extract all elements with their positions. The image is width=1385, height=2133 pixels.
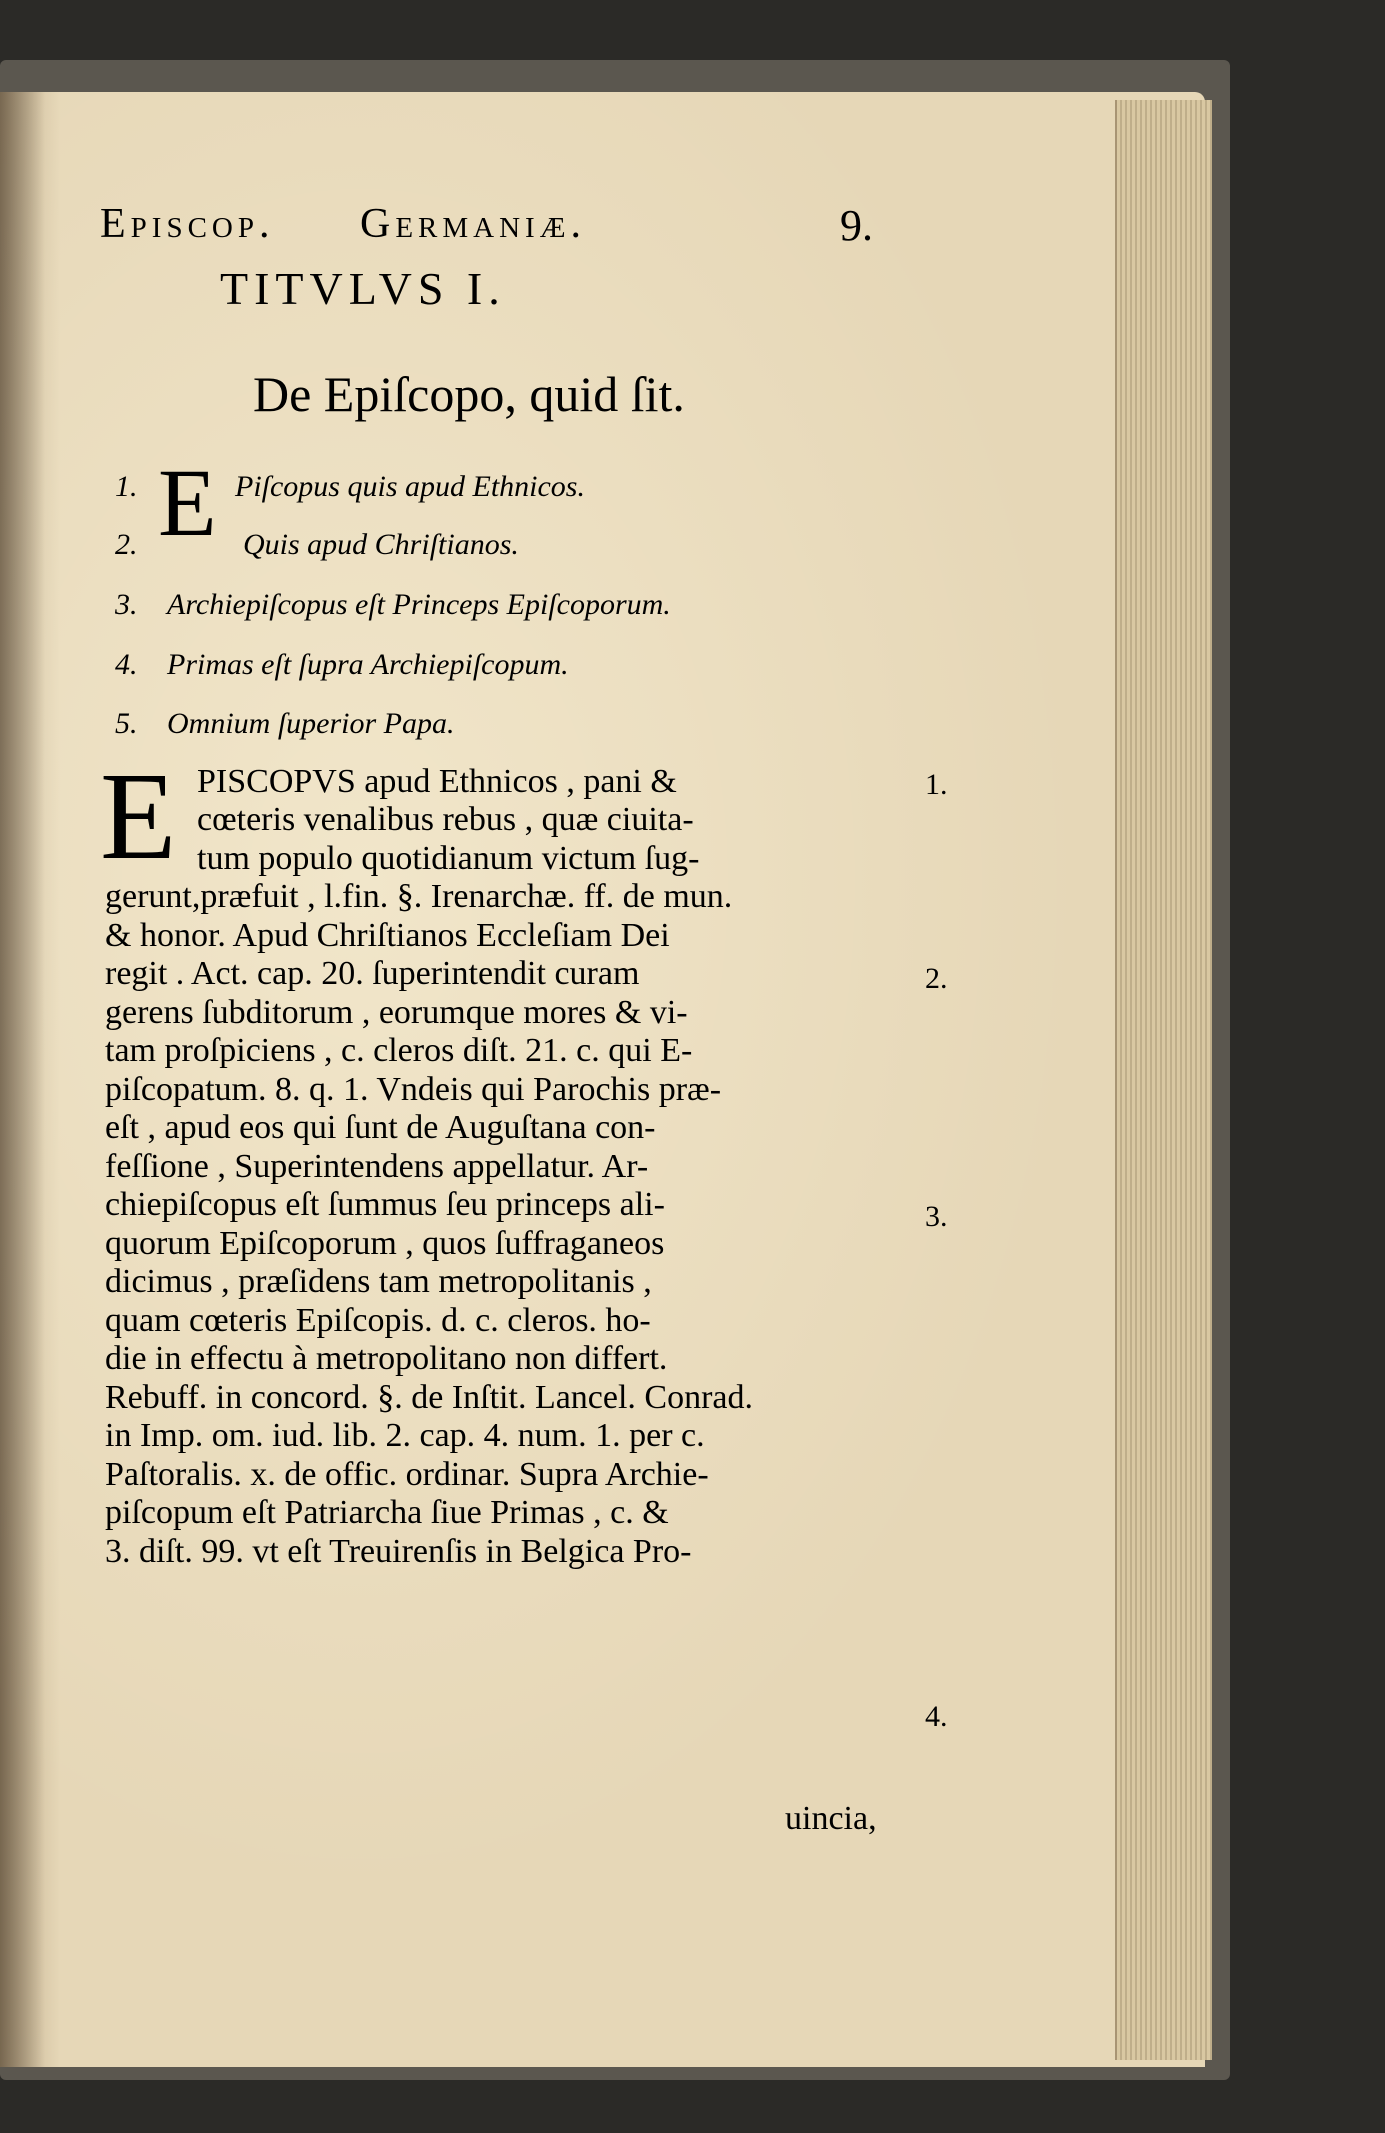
catchword: uincia, <box>785 1800 877 1837</box>
gutter-shadow <box>0 92 45 2067</box>
body-line: gerunt,præfuit , l.fin. §. Irenarchæ. ff. de mun. <box>105 878 733 915</box>
margin-number: 1. <box>925 768 948 801</box>
summary-drop-initial: E <box>158 449 217 556</box>
summary-text: Primas eſt ſupra Archiepiſcopum. <box>167 648 569 681</box>
page-number: 9. <box>840 201 873 250</box>
body-line: cœteris venalibus rebus , quæ ciuita- <box>197 801 694 838</box>
summary-number: 3. <box>115 588 138 621</box>
body-line: feſſione , Superintendens appellatur. Ar- <box>105 1148 649 1185</box>
body-line: chiepiſcopus eſt ſummus ſeu princeps ali- <box>105 1186 665 1223</box>
chapter-title: De Epiſcopo, quid ſit. <box>253 366 685 422</box>
summary-text: Archiepiſcopus eſt Princeps Epiſcoporum. <box>167 588 671 621</box>
body-line: PISCOPVS apud Ethnicos , pani & <box>197 763 677 800</box>
summary-number: 1. <box>115 470 138 503</box>
summary-number: 4. <box>115 648 138 681</box>
body-line: piſcopum eſt Patriarcha ſiue Primas , c. & <box>105 1494 669 1531</box>
body-line: quorum Epiſcoporum , quos ſuffraganeos <box>105 1225 665 1262</box>
body-line: regit . Act. cap. 20. ſuperintendit curam <box>105 955 640 992</box>
summary-number: 5. <box>115 707 138 740</box>
body-line: 3. diſt. 99. vt eſt Treuirenſis in Belgica Pro- <box>105 1533 692 1570</box>
running-head-left: Episcop. <box>100 201 275 247</box>
body-line: Paſtoralis. x. de offic. ordinar. Supra Archie- <box>105 1456 709 1493</box>
body-line: & honor. Apud Chriſtianos Eccleſiam Dei <box>105 917 670 954</box>
summary-number: 2. <box>115 528 138 561</box>
body-line: piſcopatum. 8. q. 1. Vndeis qui Parochis præ- <box>105 1071 722 1108</box>
body-line: quam cœteris Epiſcopis. d. c. cleros. ho- <box>105 1302 651 1339</box>
body-line: tam proſpiciens , c. cleros diſt. 21. c. qui E- <box>105 1032 693 1069</box>
body-line: gerens ſubditorum , eorumque mores & vi- <box>105 994 688 1031</box>
body-line: die in effectu à metropolitano non differt. <box>105 1340 668 1377</box>
body-line: tum populo quotidianum victum ſug- <box>197 840 700 877</box>
summary-text: Piſcopus quis apud Ethnicos. <box>235 470 585 503</box>
summary-text: Quis apud Chriſtianos. <box>243 528 519 561</box>
page-fore-edge <box>1115 100 1212 2060</box>
margin-number: 4. <box>925 1700 948 1733</box>
body-line: eſt , apud eos qui ſunt de Auguſtana con- <box>105 1109 656 1146</box>
running-head-right: Germaniæ. <box>360 201 587 247</box>
body-line: in Imp. om. iud. lib. 2. cap. 4. num. 1. per c. <box>105 1417 705 1454</box>
body-drop-initial: E <box>100 748 177 886</box>
titulus-heading: TITVLVS I. <box>220 263 506 314</box>
margin-number: 3. <box>925 1200 948 1233</box>
margin-number: 2. <box>925 962 948 995</box>
body-line: dicimus , præſidens tam metropolitanis , <box>105 1263 652 1300</box>
summary-text: Omnium ſuperior Papa. <box>167 707 455 740</box>
body-line: Rebuff. in concord. §. de Inſtit. Lancel. Conrad. <box>105 1379 754 1416</box>
